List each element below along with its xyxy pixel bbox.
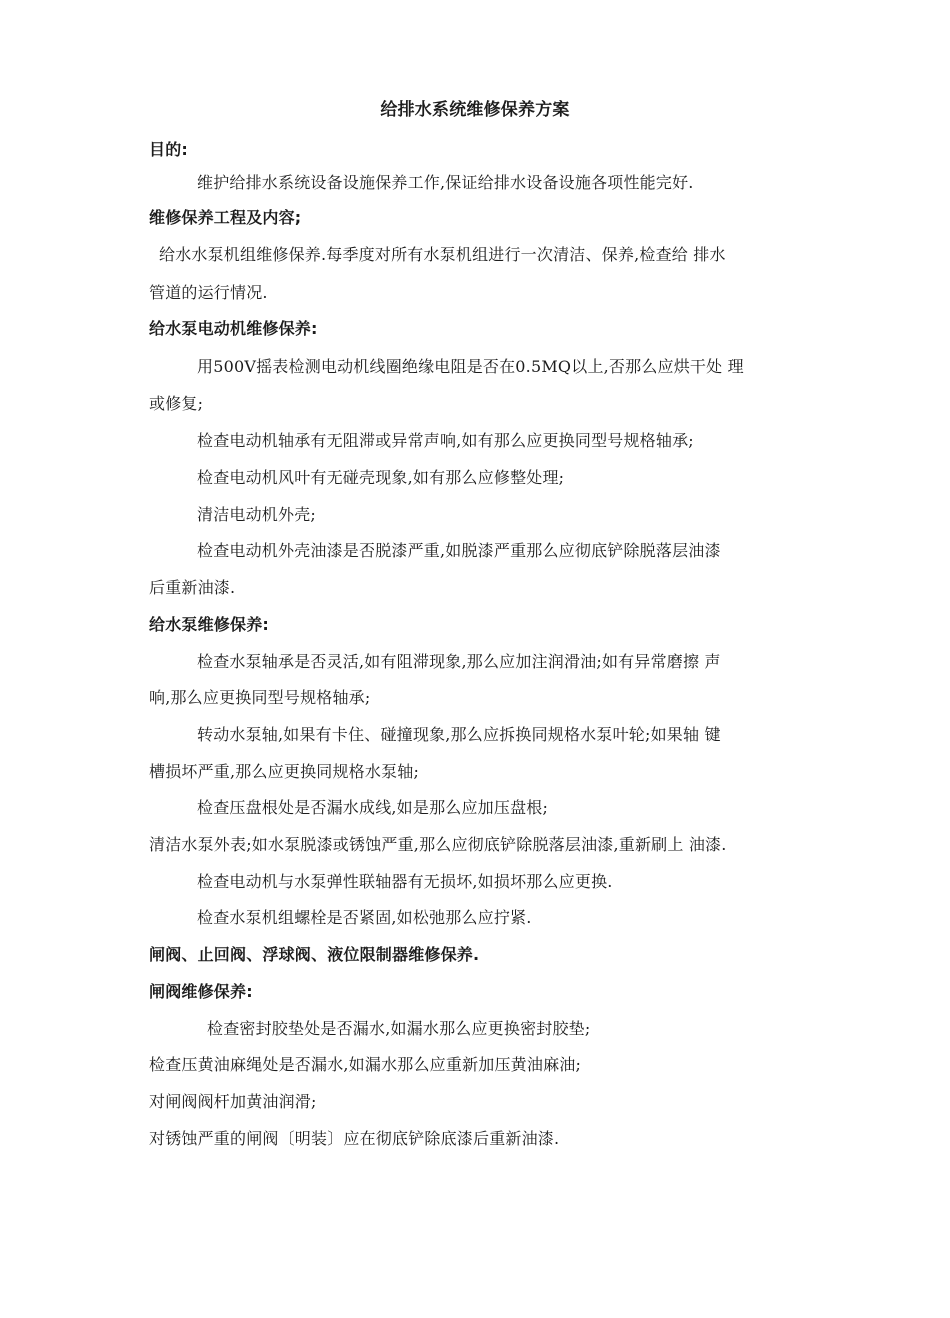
paragraph-line: 清洁电动机外壳; [197,505,316,524]
paragraph-line: 清洁水泵外表;如水泵脱漆或锈蚀严重,那么应彻底铲除脱落层油漆,重新刷上 油漆. [149,835,727,854]
paragraph-line: 检查水泵轴承是否灵活,如有阻滞现象,那么应加注润滑油;如有异常磨擦 声 [197,652,721,671]
paragraph-line: 对闸阀阀杆加黄油润滑; [149,1092,317,1111]
paragraph-line: 管道的运行情况. [149,283,268,302]
paragraph-line: 检查电动机外壳油漆是否脱漆严重,如脱漆严重那么应彻底铲除脱落层油漆 [197,541,721,560]
document-title: 给排水系统维修保养方案 [380,100,570,120]
heading-pump-maintenance: 给水泵维修保养: [149,615,269,634]
heading-maintenance-items: 维修保养工程及内容; [149,208,302,227]
paragraph-line: 后重新油漆. [149,578,236,597]
paragraph-line: 给水水泵机组维修保养.每季度对所有水泵机组进行一次清洁、保养,检查给 排水 [159,245,726,264]
heading-gate-valve-maintenance: 闸阀维修保养: [149,982,253,1001]
paragraph-line: 维护给排水系统设备设施保养工作,保证给排水设备设施各项性能完好. [197,173,694,192]
paragraph-line: 检查电动机轴承有无阻滞或异常声响,如有那么应更换同型号规格轴承; [197,431,694,450]
paragraph-line: 转动水泵轴,如果有卡住、碰撞现象,那么应拆换同规格水泵叶轮;如果轴 键 [197,725,721,744]
paragraph-line: 检查电动机风叶有无碰壳现象,如有那么应修整处理; [197,468,565,487]
paragraph-line: 检查水泵机组螺栓是否紧固,如松弛那么应拧紧. [197,908,532,927]
paragraph-line: 对锈蚀严重的闸阀〔明装〕应在彻底铲除底漆后重新油漆. [149,1129,560,1148]
heading-valve-maintenance: 闸阀、止回阀、浮球阀、液位限制器维修保养. [149,945,480,964]
paragraph-line: 或修复; [149,394,204,413]
paragraph-line: 用500V摇表检测电动机线圈绝缘电阻是否在0.5MQ以上,否那么应烘干处 理 [197,357,744,376]
paragraph-line: 响,那么应更换同型号规格轴承; [149,688,371,707]
heading-purpose: 目的: [149,140,188,159]
paragraph-line: 检查电动机与水泵弹性联轴器有无损坏,如损坏那么应更换. [197,872,613,891]
paragraph-line: 检查压黄油麻绳处是否漏水,如漏水那么应重新加压黄油麻油; [149,1055,582,1074]
paragraph-line: 检查压盘根处是否漏水成线,如是那么应加压盘根; [197,798,549,817]
paragraph-line: 槽损坏严重,那么应更换同规格水泵轴; [149,762,420,781]
heading-motor-maintenance: 给水泵电动机维修保养: [149,319,318,338]
paragraph-line: 检查密封胶垫处是否漏水,如漏水那么应更换密封胶垫; [207,1019,591,1038]
